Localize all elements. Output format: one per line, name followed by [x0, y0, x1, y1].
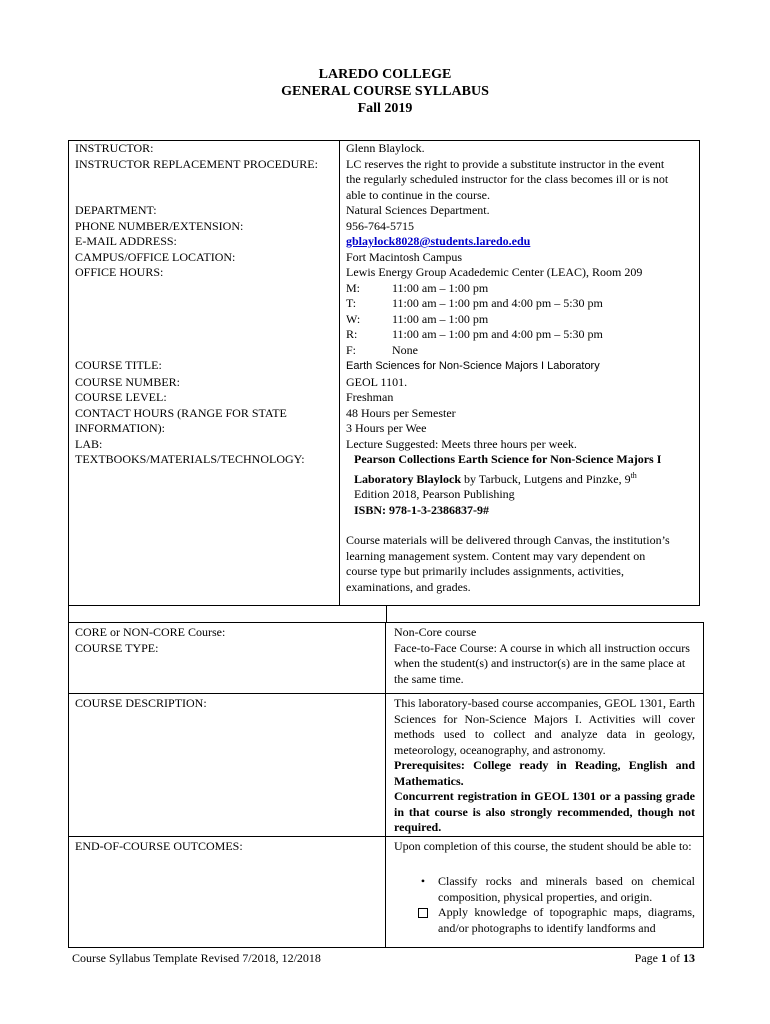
textbook-isbn: ISBN: 978-1-3-2386837-9# — [354, 502, 489, 517]
contact-hours-label: CONTACT HOURS (RANGE FOR STATE INFORMATION): — [69, 406, 340, 437]
office-hours-row: F: None — [346, 342, 418, 357]
department-label: DEPARTMENT: — [69, 203, 340, 219]
core-type-label: CORE or NON-CORE Course: COURSE TYPE: — [69, 623, 386, 694]
course-number-value: GEOL 1101. — [340, 375, 700, 391]
contact-hours-value: 48 Hours per Semester 3 Hours per Wee — [340, 406, 700, 437]
concurrent-registration: Concurrent registration in GEOL 1301 or a passing grade in that course is also strongly recommended, though not required. — [394, 789, 695, 834]
course-info-table — [68, 140, 700, 606]
campus-label: CAMPUS/OFFICE LOCATION: — [69, 250, 340, 266]
page-number: Page 1 of 13 — [634, 951, 695, 965]
course-description-value: This laboratory-based course accompanies, GEOL 1301, Earth Sciences for Non-Science Majors I. Activities will cover methods used to collect and analyze data in geology, meteorology, oceanography, and astronomy. Prerequisites: College ready in Reading, English and Mathematics. Concurrent registration in GEOL 1301 or a passing grade in that course is also strongly recommended, though not required. — [386, 694, 704, 837]
department-value: Natural Sciences Department. — [340, 203, 700, 219]
email-label: E-MAIL ADDRESS: — [69, 234, 340, 250]
syllabus-header — [0, 66, 770, 117]
document-title: GENERAL COURSE SYLLABUS — [281, 84, 489, 99]
phone-label: PHONE NUMBER/EXTENSION: — [69, 219, 340, 235]
outcomes-list — [394, 874, 695, 936]
office-hours-value — [340, 265, 700, 358]
course-description-label: COURSE DESCRIPTION: — [69, 694, 386, 837]
office-hours-label: OFFICE HOURS: — [69, 265, 340, 358]
course-level-value: Freshman — [340, 390, 700, 406]
office-location: Lewis Energy Group Acadedemic Center (LEAC), Room 209 — [346, 265, 643, 279]
course-level-label: COURSE LEVEL: — [69, 390, 340, 406]
prerequisites: Prerequisites: College ready in Reading, English and Mathematics. — [394, 758, 695, 788]
checkbox-bullet-icon — [418, 908, 428, 918]
term: Fall 2019 — [357, 101, 413, 116]
core-type-value: Non-Core course Face-to-Face Course: A course in which all instruction occurs when the student(s) and instructor(s) are in the same place at the same time. — [386, 623, 704, 694]
outcomes-value: Upon completion of this course, the student should be able to: • Classify rocks and minerals based on chemical composition, physical properties, and origin. Apply knowledge of topographic maps, diagrams, and/or photographs to identify landforms and — [386, 836, 704, 947]
office-hours-row: W: 11:00 am – 1:00 pm — [346, 311, 489, 326]
college-name: LAREDO COLLEGE — [318, 67, 452, 82]
outcomes-label: END-OF-COURSE OUTCOMES: — [69, 836, 386, 947]
replacement-label: INSTRUCTOR REPLACEMENT PROCEDURE: — [69, 157, 340, 204]
textbooks-label: TEXTBOOKS/MATERIALS/TECHNOLOGY: — [69, 452, 340, 606]
course-number-label: COURSE NUMBER: — [69, 375, 340, 391]
bullet-icon: • — [420, 874, 426, 888]
instructor-value: Glenn Blaylock. — [340, 141, 700, 157]
email-link[interactable]: gblaylock8028@students.laredo.edu — [346, 234, 531, 248]
office-hours-row: M: 11:00 am – 1:00 pm — [346, 280, 489, 295]
instructor-label: INSTRUCTOR: — [69, 141, 340, 157]
textbooks-value — [340, 452, 700, 606]
empty-header-box — [68, 605, 387, 622]
lab-label: LAB: — [69, 437, 340, 453]
materials-note: Course materials will be delivered through Canvas, the institution’s learning management system. Content may vary dependent on course type but primarily includes assignments, activities, examinations, and grades. — [346, 533, 670, 594]
course-title-label: COURSE TITLE: — [69, 358, 340, 375]
office-hours-row: T: 11:00 am – 1:00 pm and 4:00 pm – 5:30 pm — [346, 296, 603, 310]
campus-value: Fort Macintosh Campus — [340, 250, 700, 266]
list-item: Apply knowledge of topographic maps, diagrams, and/or photographs to identify landforms and — [416, 905, 695, 936]
list-item: • Classify rocks and minerals based on chemical composition, physical properties, and origin. — [416, 874, 695, 905]
footer-template-note: Course Syllabus Template Revised 7/2018, 12/2018 — [72, 951, 321, 965]
course-details-table — [68, 622, 704, 948]
office-hours-row: R: 11:00 am – 1:00 pm and 4:00 pm – 5:30 pm — [346, 327, 603, 341]
phone-value: 956-764-5715 — [340, 219, 700, 235]
lab-value: Lecture Suggested: Meets three hours per week. — [340, 437, 700, 453]
course-title-value: Earth Sciences for Non-Science Majors I Laboratory — [346, 360, 600, 372]
replacement-value: LC reserves the right to provide a substitute instructor in the event the regularly scheduled instructor for the class becomes ill or is not able to continue in the course. — [340, 157, 700, 204]
textbook-citation: Pearson Collections Earth Science for Non-Science Majors I Laboratory Blaylock by Tarbuck, Lutgens and Pinzke, 9th Edition 2018, Pearson Publishing ISBN: 978-1-3-2386837-9# — [346, 452, 693, 518]
